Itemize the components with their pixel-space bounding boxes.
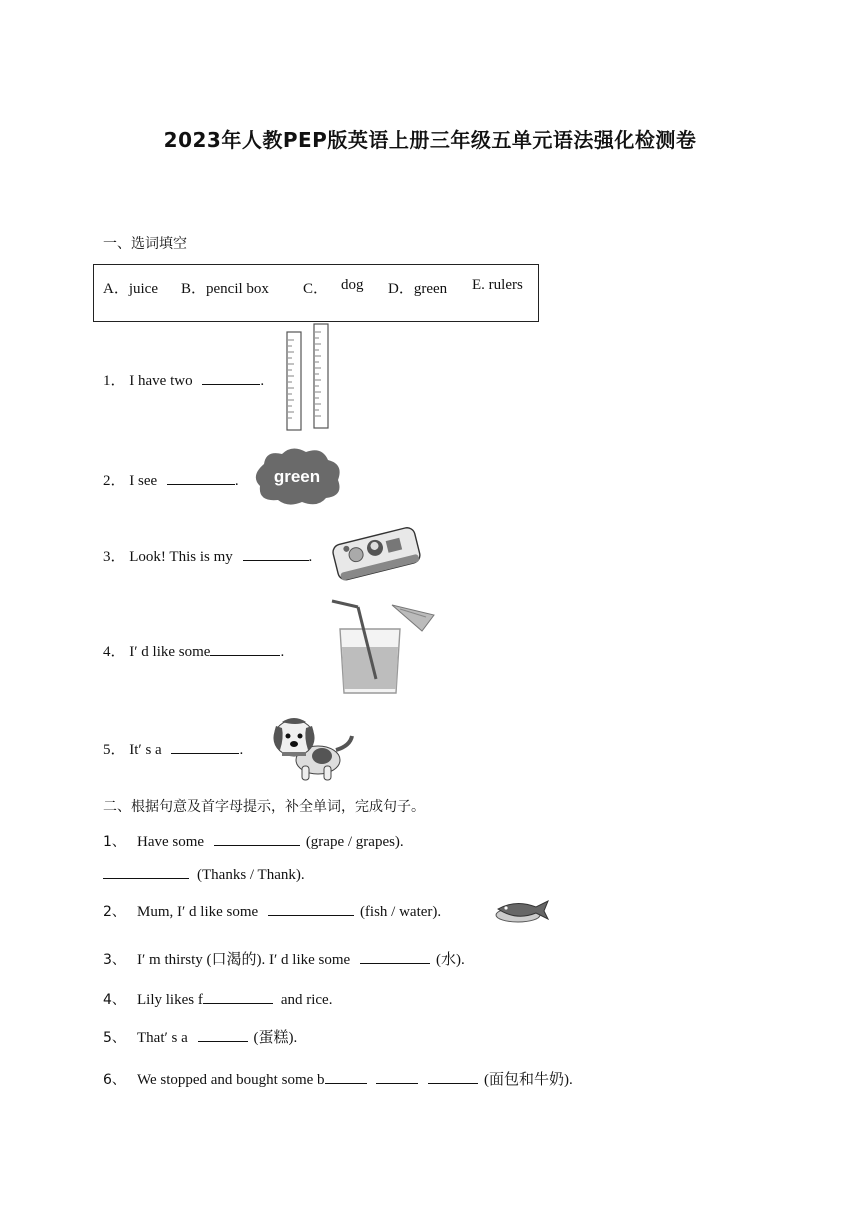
- question-3: [103, 545, 312, 566]
- fill-item-1b: [103, 864, 305, 884]
- fill-item-6: [103, 1068, 573, 1089]
- item-number: 3、: [103, 952, 126, 968]
- answer-blank[interactable]: [167, 470, 235, 485]
- option-e: E. rulers: [472, 277, 523, 293]
- question-text: I have two: [129, 373, 193, 389]
- option-c-word: dog: [341, 277, 364, 293]
- answer-blank[interactable]: [214, 831, 300, 846]
- question-punct: .: [280, 644, 285, 660]
- question-text: Look! This is my: [129, 549, 233, 565]
- item-hint: (Thanks / Thank).: [197, 867, 305, 883]
- item-hint: (水).: [435, 952, 465, 968]
- answer-blank[interactable]: [202, 370, 260, 385]
- item-number: 5、: [103, 1030, 126, 1046]
- fill-item-1: [103, 831, 404, 851]
- answer-blank[interactable]: [171, 739, 239, 754]
- question-2: [103, 469, 239, 490]
- fill-item-4: [103, 989, 332, 1009]
- question-punct: .: [239, 742, 244, 758]
- question-text: It′ s a: [129, 742, 162, 758]
- question-punct: .: [308, 549, 313, 565]
- item-hint: (fish / water).: [359, 904, 442, 920]
- question-5: [103, 738, 243, 759]
- item-text: Have some: [137, 834, 205, 850]
- green-cloud-icon: [250, 444, 345, 508]
- question-4: [103, 640, 284, 661]
- answer-blank[interactable]: [210, 641, 280, 656]
- item-text: That′ s a: [137, 1030, 188, 1046]
- fill-item-3: [103, 948, 465, 969]
- pencil-box-icon: [328, 518, 422, 586]
- fill-item-5: [103, 1026, 297, 1047]
- answer-blank[interactable]: [103, 864, 189, 879]
- answer-blank[interactable]: [243, 546, 309, 561]
- item-number: 2、: [103, 904, 126, 920]
- item-hint: and rice.: [280, 992, 333, 1008]
- item-text: We stopped and bought some b: [137, 1072, 325, 1088]
- item-hint: (面包和牛奶).: [484, 1072, 573, 1088]
- question-punct: .: [260, 373, 265, 389]
- green-cloud-label: green: [273, 467, 321, 486]
- item-number: 4、: [103, 992, 126, 1008]
- item-text: Lily likes f: [137, 992, 203, 1008]
- item-hint: (蛋糕).: [253, 1030, 298, 1046]
- item-text: Mum, I′ d like some: [137, 904, 259, 920]
- fill-item-2: [103, 901, 441, 921]
- answer-blank[interactable]: [268, 901, 354, 916]
- question-number: 3．: [103, 549, 126, 565]
- option-b: B．pencil box: [181, 281, 269, 297]
- question-number: 4．: [103, 644, 126, 660]
- item-number: 6、: [103, 1072, 126, 1088]
- answer-blank[interactable]: [360, 949, 430, 964]
- fish-icon: [492, 895, 550, 925]
- question-text: I′ d like some: [129, 644, 211, 660]
- item-hint: (grape / grapes).: [305, 834, 404, 850]
- answer-blank[interactable]: [203, 989, 273, 1004]
- dog-icon: [266, 710, 358, 782]
- question-punct: .: [234, 473, 239, 489]
- question-number: 2．: [103, 473, 126, 489]
- ruler-icon: [284, 322, 334, 432]
- answer-blank[interactable]: [428, 1069, 478, 1084]
- answer-blank[interactable]: [376, 1069, 418, 1084]
- section2-heading: 二、根据句意及首字母提示，补全单词，完成句子。: [103, 799, 425, 815]
- item-number: 1、: [103, 834, 126, 850]
- juice-glass-icon: [330, 597, 438, 695]
- question-1: [103, 369, 264, 390]
- question-text: I see: [129, 473, 158, 489]
- option-c: C．: [303, 281, 329, 297]
- item-text: I′ m thirsty (口渴的). I′ d like some: [137, 952, 351, 968]
- answer-blank[interactable]: [198, 1027, 248, 1042]
- question-number: 1．: [103, 373, 126, 389]
- answer-blank[interactable]: [325, 1069, 367, 1084]
- question-number: 5．: [103, 742, 126, 758]
- option-d: D．green: [388, 281, 448, 297]
- option-a: A．juice: [103, 281, 158, 297]
- section1-heading: 一、选词填空: [103, 236, 187, 252]
- page-title: 2023年人教PEP版英语上册三年级五单元语法强化检测卷: [163, 128, 697, 152]
